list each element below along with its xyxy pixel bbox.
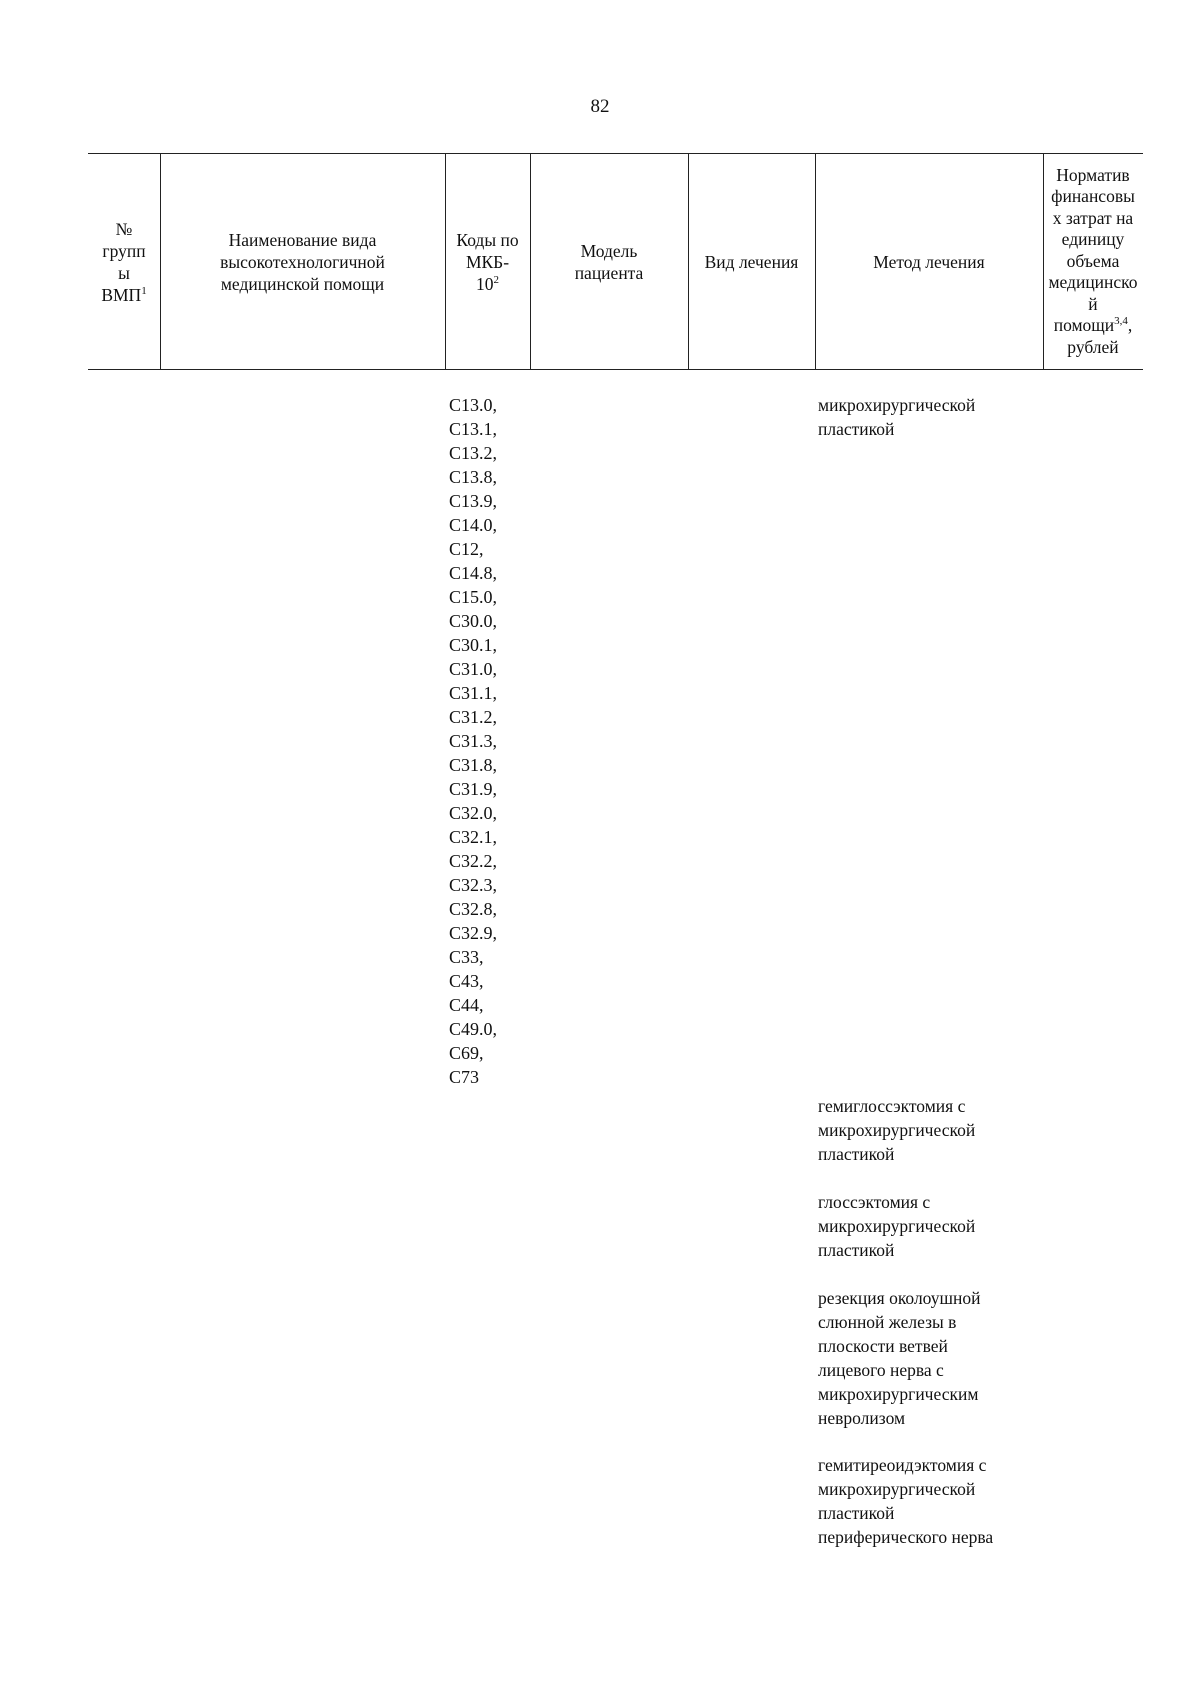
- header-patient-model: Модель пациента: [574, 240, 644, 283]
- page-number: 82: [590, 96, 610, 117]
- icd-code: C73: [449, 1067, 480, 1087]
- icd-code: C69,: [449, 1043, 484, 1063]
- treatment-method-entry: микрохирургической пластикой: [818, 395, 976, 439]
- icd-code: C13.0,: [449, 395, 498, 415]
- icd-code: C32.3,: [449, 875, 498, 895]
- icd-code: C12,: [449, 539, 484, 559]
- treatment-method-entry: гемиглоссэктомия с микрохирургической пластикой: [818, 1096, 976, 1164]
- icd-code: C32.2,: [449, 851, 498, 871]
- icd-code: C32.0,: [449, 803, 498, 823]
- icd-code: C14.8,: [449, 563, 498, 583]
- icd-code: C14.0,: [449, 515, 498, 535]
- header-group-number: № групп ы ВМП$^1$: [101, 218, 147, 305]
- icd-code: C30.1,: [449, 635, 498, 655]
- icd-code: C33,: [449, 947, 484, 967]
- header-financial-norm: Норматив финансовы х затрат на единицу объема медицинско й помощи$^{3,4}$, рублей: [1048, 164, 1138, 357]
- icd-code: C13.2,: [449, 443, 498, 463]
- icd-code: C49.0,: [449, 1019, 498, 1039]
- icd-code: C13.1,: [449, 419, 498, 439]
- header-icd-codes: Коды по МКБ- $10^2$: [456, 229, 519, 294]
- header-treatment-method: Метод лечения: [873, 251, 985, 272]
- icd-code: C31.0,: [449, 659, 498, 679]
- icd-code: C32.8,: [449, 899, 498, 919]
- icd-code: C31.3,: [449, 731, 498, 751]
- treatment-method-entry: резекция околоушной слюнной железы в плоскости ветвей лицевого нерва с микрохирургическим невролизом: [818, 1288, 981, 1428]
- icd-code: C13.9,: [449, 491, 498, 511]
- icd-code: C44,: [449, 995, 484, 1015]
- icd-code: C31.1,: [449, 683, 498, 703]
- icd-code: C31.2,: [449, 707, 498, 727]
- icd-code: C43,: [449, 971, 484, 991]
- icd-code: C15.0,: [449, 587, 498, 607]
- icd-code-list: [449, 393, 497, 1089]
- treatment-method-entry: глоссэктомия с микрохирургической пластикой: [818, 1192, 976, 1260]
- icd-code: C31.8,: [449, 755, 498, 775]
- icd-code: C31.9,: [449, 779, 498, 799]
- treatment-method-entry: гемитиреоидэктомия с микрохирургической пластикой периферического нерва: [818, 1455, 994, 1547]
- header-treatment-type: Вид лечения: [704, 251, 799, 272]
- icd-code: C32.1,: [449, 827, 498, 847]
- icd-code: C30.0,: [449, 611, 498, 631]
- header-care-type-name: Наименование вида высокотехнологичной медицинской помощи: [220, 229, 385, 294]
- icd-code: C32.9,: [449, 923, 498, 943]
- icd-code: C13.8,: [449, 467, 498, 487]
